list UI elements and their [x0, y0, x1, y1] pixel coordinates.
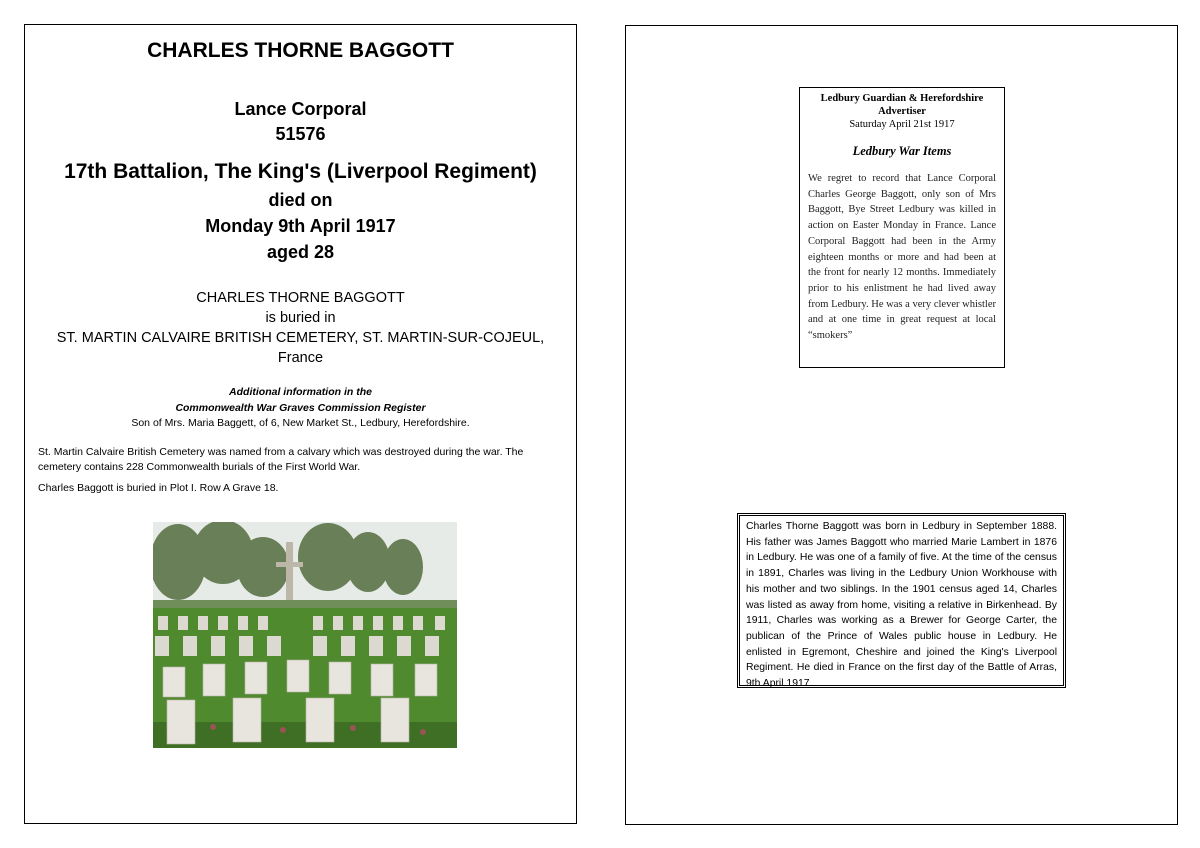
biography-text: Charles Thorne Baggott was born in Ledbury in September 1888. His father was James Baggott who married Marie Lambert in 1876 in Ledbury. He was one of a family of five. At the time of the census in 1891, Charles was living in the Ledbury Union Workhouse with his mother and two siblings. In the 1901 census aged 14, Charles was listed as away from home, visiting a relative in Birkenhead. By 1911, Charles was working as a Brewer for George Carter, the publican of the Prince of Wales public house in Ledbury. He enlisted in Egremont, Cheshire and joined the King's Liverpool Regiment. He died in France on the first day of the Battle of Arras, 9th April 1917.	[746, 521, 1057, 690]
additional-info	[25, 385, 576, 432]
newspaper-masthead: Ledbury Guardian & Herefordshire Advertiser	[820, 93, 984, 117]
plot-info: Charles Baggott is buried in Plot I. Row A Grave 18.	[38, 482, 279, 494]
burial-name: CHARLES THORNE BAGGOTT	[196, 290, 405, 306]
died-label: died on	[268, 190, 333, 210]
age: aged 28	[266, 242, 335, 262]
battalion: 17th Battalion, The King's (Liverpool Regiment)	[64, 160, 537, 183]
cemetery-description: St. Martin Calvaire British Cemetery was named from a calvary which was destroyed during the war. The cemetery contains 228 Commonwealth burials of the First World War.	[38, 446, 524, 473]
newspaper-date: Saturday April 21st 1917	[849, 119, 955, 130]
additional-heading-2: Commonwealth War Graves Commission Register	[175, 401, 426, 414]
newspaper-title: Ledbury War Items	[852, 144, 952, 158]
service-number: 51576	[275, 124, 326, 144]
right-page	[625, 25, 1178, 825]
soldier-name: CHARLES THORNE BAGGOTT	[147, 39, 454, 62]
rank-block	[25, 97, 576, 147]
buried-label: is buried in	[265, 310, 336, 326]
burial-block	[25, 288, 576, 368]
cemetery-name: ST. MARTIN CALVAIRE BRITISH CEMETERY, ST. MARTIN-SUR-COJEUL,	[56, 330, 545, 346]
country: France	[277, 350, 324, 366]
cemetery-photo-drawing	[153, 522, 457, 748]
additional-heading-1: Additional information in the	[229, 386, 372, 398]
death-block	[25, 187, 576, 265]
rank: Lance Corporal	[234, 99, 367, 119]
cemetery-photo	[153, 522, 457, 748]
newspaper-clipping	[799, 87, 1005, 368]
additional-detail: Son of Mrs. Maria Baggett, of 6, New Market St., Ledbury, Herefordshire.	[131, 417, 470, 429]
death-date: Monday 9th April 1917	[205, 216, 396, 236]
biography-box	[737, 513, 1066, 688]
newspaper-body: We regret to record that Lance Corporal Charles George Baggott, only son of Mrs Baggott, Bye Street Ledbury was killed in action on Easter Monday in France. Lance Corporal Baggott had been in the Army eighteen months or more and had been at the front for nearly 12 months. Immediately prior to his enlistment he had lived away from Ledbury. He was a very clever whistler and at one time in great request at local “smokers”	[808, 173, 996, 342]
left-page	[24, 24, 577, 824]
